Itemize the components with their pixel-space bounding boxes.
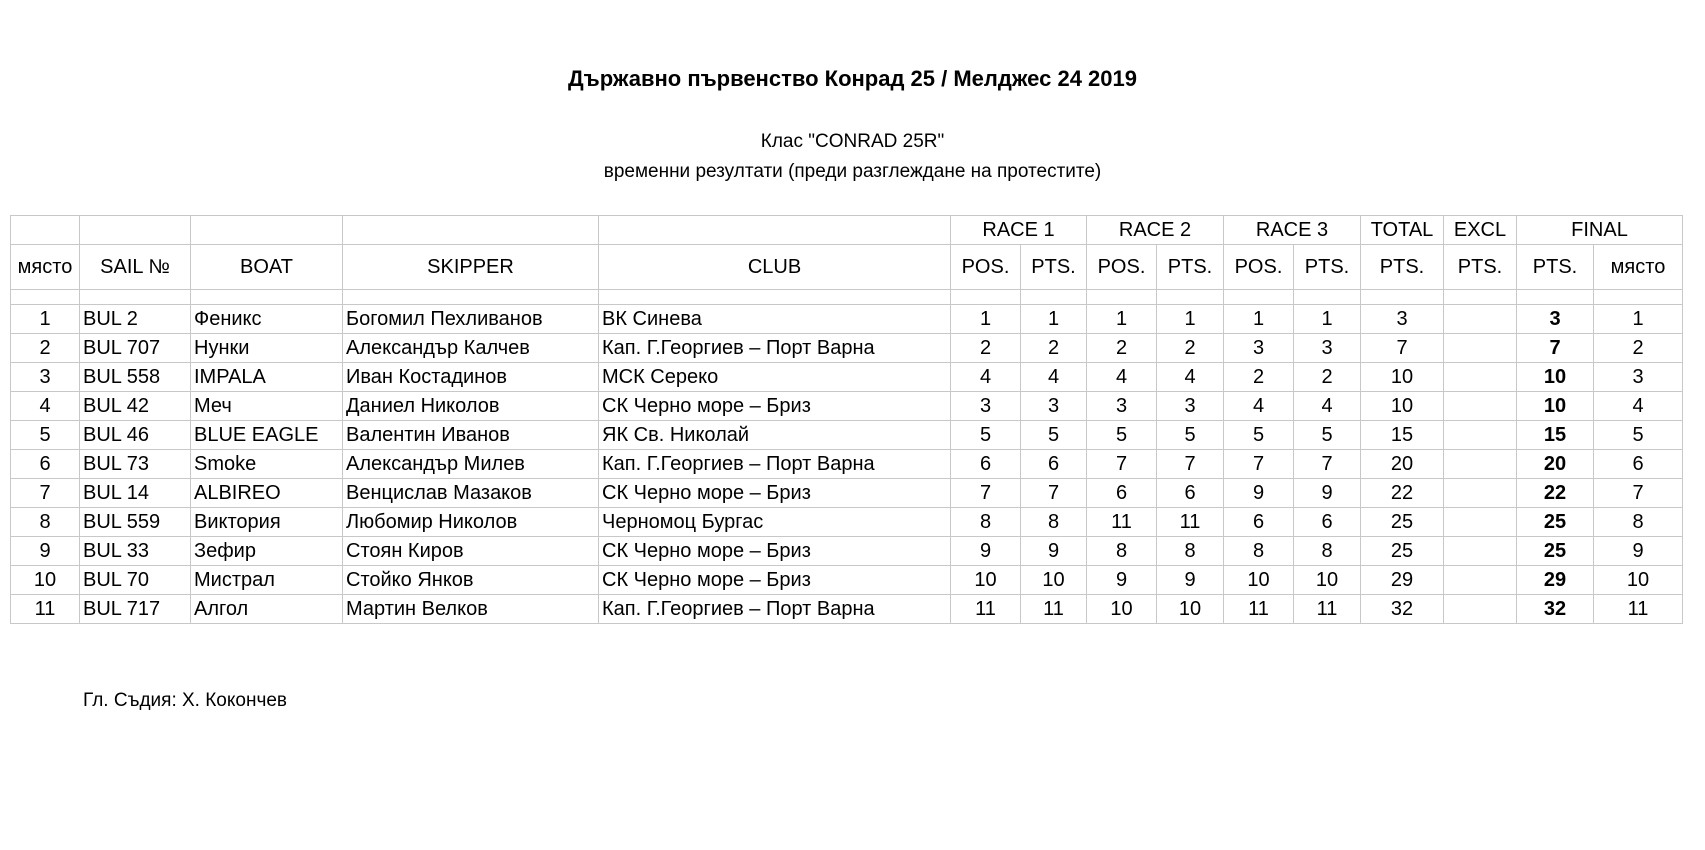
table-cell: 32 [1361,595,1444,624]
table-cell: 8 [1157,537,1224,566]
table-row [11,421,1683,450]
class-line: Клас "CONRAD 25R" [760,131,945,152]
table-cell: 9 [1594,537,1683,566]
table-cell: 1 [951,305,1021,334]
table-cell: 29 [1361,566,1444,595]
table-cell: 6 [1594,450,1683,479]
column-header: BOAT [191,245,343,290]
table-cell: 8 [951,508,1021,537]
table-cell: 1 [1224,305,1294,334]
table-row [11,595,1683,624]
table-cell: 6 [1087,479,1157,508]
table-cell: 9 [951,537,1021,566]
table-cell: 9 [1294,479,1361,508]
table-cell: 4 [1294,392,1361,421]
table-cell: 4 [11,392,80,421]
table-cell: Любомир Николов [343,508,599,537]
table-cell: 7 [1021,479,1087,508]
table-cell: 1 [1294,305,1361,334]
table-cell: 4 [1087,363,1157,392]
table-cell: 3 [1517,305,1594,334]
group-header-total: TOTAL [1361,216,1444,245]
table-cell: Александър Калчев [343,334,599,363]
table-cell: 2 [951,334,1021,363]
table-cell: 6 [951,450,1021,479]
chief-judge: Гл. Съдия: Х. Кокончев [83,690,288,711]
table-cell [1444,479,1517,508]
table-cell: 2 [1294,363,1361,392]
results-table [10,215,1683,624]
results-body [11,305,1683,624]
table-cell: 25 [1517,537,1594,566]
table-cell: 8 [1087,537,1157,566]
table-cell: 22 [1361,479,1444,508]
table-cell: 10 [1594,566,1683,595]
spacer-row [11,290,1683,305]
group-header-race1: RACE 1 [951,216,1087,245]
column-header: SKIPPER [343,245,599,290]
table-row [11,363,1683,392]
table-cell: 3 [1594,363,1683,392]
table-cell: 5 [11,421,80,450]
table-row [11,508,1683,537]
table-cell: BUL 70 [80,566,191,595]
table-cell: 10 [1021,566,1087,595]
table-cell: 1 [11,305,80,334]
table-cell: BUL 558 [80,363,191,392]
group-header-race3: RACE 3 [1224,216,1361,245]
table-cell [1444,508,1517,537]
table-cell: 4 [1157,363,1224,392]
table-cell: Мартин Велков [343,595,599,624]
table-cell: 9 [11,537,80,566]
column-header: PTS. [1294,245,1361,290]
table-cell: Богомил Пехливанов [343,305,599,334]
table-cell: 3 [11,363,80,392]
table-cell: СК Черно море – Бриз [599,392,951,421]
table-cell [1444,421,1517,450]
table-cell: 3 [1021,392,1087,421]
table-cell: 6 [1021,450,1087,479]
table-cell: 3 [1224,334,1294,363]
table-cell: 8 [1021,508,1087,537]
table-cell: 11 [1087,508,1157,537]
table-cell: 3 [1361,305,1444,334]
table-cell: Феникс [191,305,343,334]
table-cell: ЯК Св. Николай [599,421,951,450]
table-cell: 4 [1594,392,1683,421]
table-cell: 9 [1157,566,1224,595]
table-cell: Кап. Г.Георгиев – Порт Варна [599,334,951,363]
column-header: PTS. [1021,245,1087,290]
table-cell: Мистрал [191,566,343,595]
group-header-race2: RACE 2 [1087,216,1224,245]
table-cell: Иван Костадинов [343,363,599,392]
table-cell: 9 [1021,537,1087,566]
table-cell: 7 [1157,450,1224,479]
table-cell: BUL 559 [80,508,191,537]
column-header: място [11,245,80,290]
table-cell: 7 [1294,450,1361,479]
table-cell: Александър Милев [343,450,599,479]
column-header: POS. [1224,245,1294,290]
table-cell: 10 [1517,363,1594,392]
table-cell: 15 [1361,421,1444,450]
table-cell: 20 [1517,450,1594,479]
table-cell: 6 [1294,508,1361,537]
table-cell [1444,450,1517,479]
table-cell: 10 [1361,392,1444,421]
table-cell: Валентин Иванов [343,421,599,450]
column-header-row [11,245,1683,290]
table-cell: Алгол [191,595,343,624]
table-cell: 11 [1224,595,1294,624]
table-cell: 10 [1294,566,1361,595]
table-cell: 10 [1361,363,1444,392]
table-cell: Кап. Г.Георгиев – Порт Варна [599,595,951,624]
table-row [11,537,1683,566]
table-cell: 6 [1157,479,1224,508]
table-cell: 15 [1517,421,1594,450]
table-cell: 1 [1021,305,1087,334]
table-cell: Черномоц Бургас [599,508,951,537]
table-cell: 2 [1087,334,1157,363]
table-cell: Виктория [191,508,343,537]
table-cell: 2 [1157,334,1224,363]
table-cell: 25 [1361,537,1444,566]
table-cell: 7 [1361,334,1444,363]
document-title: Държавно първенство Конрад 25 / Мелджес 24 2019 [568,66,1137,91]
table-cell [1444,305,1517,334]
table-cell: 4 [1224,392,1294,421]
table-cell: 11 [1294,595,1361,624]
table-cell: Даниел Николов [343,392,599,421]
table-row [11,479,1683,508]
table-cell: 7 [1594,479,1683,508]
table-cell: 7 [1087,450,1157,479]
table-cell: 8 [11,508,80,537]
table-cell: 22 [1517,479,1594,508]
table-cell: 5 [1021,421,1087,450]
table-cell: 5 [1087,421,1157,450]
table-cell: 11 [11,595,80,624]
table-cell: 10 [11,566,80,595]
table-cell: 25 [1517,508,1594,537]
table-cell [1444,595,1517,624]
table-cell: 5 [1294,421,1361,450]
table-cell: 1 [1594,305,1683,334]
column-header: POS. [1087,245,1157,290]
table-cell: СК Черно море – Бриз [599,537,951,566]
group-header-final: FINAL [1517,216,1683,245]
table-cell: 11 [1594,595,1683,624]
table-cell: 9 [1087,566,1157,595]
table-cell: 8 [1594,508,1683,537]
table-cell: 29 [1517,566,1594,595]
table-cell: BUL 46 [80,421,191,450]
table-cell: Кап. Г.Георгиев – Порт Варна [599,450,951,479]
table-cell: Меч [191,392,343,421]
table-cell: 7 [1224,450,1294,479]
table-cell: 10 [1224,566,1294,595]
table-cell: 8 [1224,537,1294,566]
table-cell: 11 [951,595,1021,624]
table-cell: BUL 707 [80,334,191,363]
table-cell: BUL 33 [80,537,191,566]
table-cell: 10 [1517,392,1594,421]
table-row [11,566,1683,595]
table-cell: 5 [951,421,1021,450]
table-cell: Зефир [191,537,343,566]
column-header: POS. [951,245,1021,290]
table-cell: 2 [11,334,80,363]
table-cell [1444,334,1517,363]
table-cell: 5 [1594,421,1683,450]
table-cell: 6 [11,450,80,479]
table-cell: 10 [1157,595,1224,624]
table-cell: 10 [1087,595,1157,624]
table-cell: 2 [1021,334,1087,363]
table-cell: Стоян Киров [343,537,599,566]
table-cell: BUL 73 [80,450,191,479]
table-cell: ВК Синева [599,305,951,334]
table-cell: 20 [1361,450,1444,479]
table-cell: 3 [1294,334,1361,363]
table-cell: СК Черно море – Бриз [599,566,951,595]
table-cell: Венцислав Мазаков [343,479,599,508]
table-cell: 11 [1157,508,1224,537]
table-cell: 7 [951,479,1021,508]
table-cell: МСК Сереко [599,363,951,392]
column-header: PTS. [1361,245,1444,290]
table-cell: 5 [1224,421,1294,450]
table-cell [1444,537,1517,566]
column-header: CLUB [599,245,951,290]
column-header: PTS. [1444,245,1517,290]
table-cell [1444,566,1517,595]
table-cell: BUL 2 [80,305,191,334]
table-row [11,334,1683,363]
table-row [11,305,1683,334]
table-cell: BUL 42 [80,392,191,421]
table-cell: 7 [11,479,80,508]
table-cell: 2 [1224,363,1294,392]
table-cell: 11 [1021,595,1087,624]
table-cell: ALBIREO [191,479,343,508]
table-cell: 10 [951,566,1021,595]
table-cell: BUL 14 [80,479,191,508]
table-cell: 32 [1517,595,1594,624]
table-cell: Нунки [191,334,343,363]
table-cell: 1 [1157,305,1224,334]
table-cell: 7 [1517,334,1594,363]
table-cell: 6 [1224,508,1294,537]
table-cell: 9 [1224,479,1294,508]
table-cell: 3 [1157,392,1224,421]
table-cell [1444,392,1517,421]
group-header-excl: EXCL [1444,216,1517,245]
table-cell: 2 [1594,334,1683,363]
group-header-row [11,216,1683,245]
table-cell: СК Черно море – Бриз [599,479,951,508]
column-header: PTS. [1157,245,1224,290]
column-header: място [1594,245,1683,290]
table-cell: 3 [1087,392,1157,421]
table-row [11,450,1683,479]
table-row [11,392,1683,421]
table-cell: 3 [951,392,1021,421]
table-cell: 1 [1087,305,1157,334]
table-cell: 8 [1294,537,1361,566]
table-cell: BUL 717 [80,595,191,624]
table-cell: 5 [1157,421,1224,450]
provisional-note: временни резултати (преди разглеждане на протестите) [603,161,1102,182]
column-header: PTS. [1517,245,1594,290]
table-cell: 4 [1021,363,1087,392]
table-cell: 4 [951,363,1021,392]
table-cell: IMPALA [191,363,343,392]
table-cell [1444,363,1517,392]
table-cell: Стойко Янков [343,566,599,595]
table-cell: BLUE EAGLE [191,421,343,450]
column-header: SAIL № [80,245,191,290]
table-cell: 25 [1361,508,1444,537]
table-cell: Smoke [191,450,343,479]
